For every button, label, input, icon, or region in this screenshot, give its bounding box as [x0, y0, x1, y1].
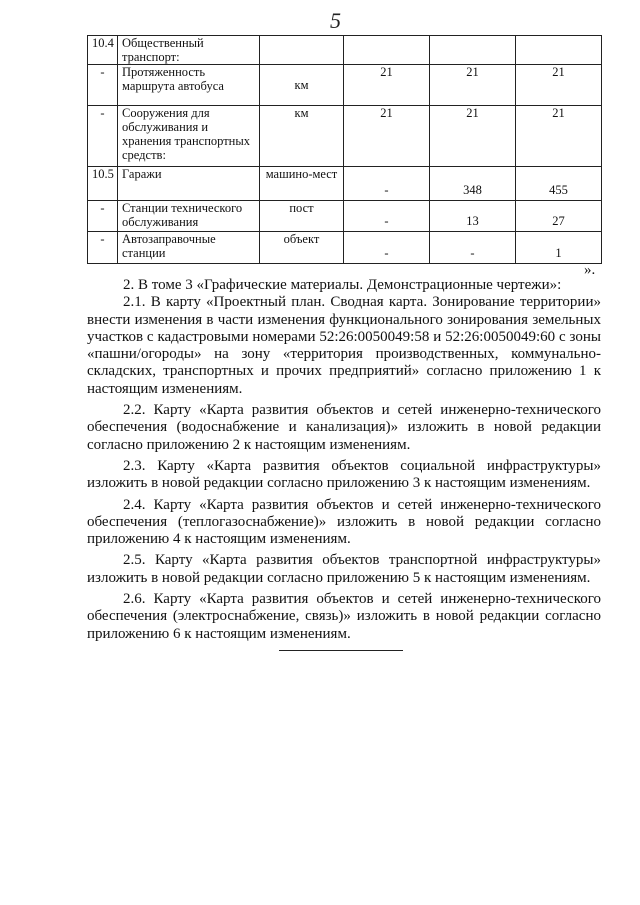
row-value-3: 21	[516, 106, 602, 167]
row-unit: км	[260, 65, 344, 106]
paragraph-2-6: 2.6. Карту «Карта развития объектов и сетей инженерно-технического обеспечения (электроснабжение, связь)» изложить в новой редакции согласно приложению 6 к настоящим изменениям.	[87, 591, 601, 642]
table-row	[88, 106, 602, 167]
paragraph-2-4: 2.4. Карту «Карта развития объектов и сетей инженерно-технического обеспечения (теплогазоснабжение)» изложить в новой редакции согласно приложению 4 к настоящим изменениям.	[87, 496, 601, 548]
end-rule	[279, 650, 403, 651]
row-name: Автозаправочные станции	[118, 232, 260, 264]
row-number: -	[88, 201, 118, 232]
row-number: 10.4	[88, 36, 118, 65]
row-unit: пост	[260, 201, 344, 232]
body-text	[87, 277, 601, 643]
row-unit	[260, 36, 344, 65]
closing-quote: ».	[584, 262, 596, 278]
row-number: -	[88, 106, 118, 167]
row-value-2: 13	[430, 201, 516, 232]
paragraph-2-1: 2.1. В карту «Проектный план. Сводная карта. Зонирование территории» внести изменения в части изменения функционального зонирования земельных участков с кадастровыми номерами 52:26:0050049:58 и 52:26:0050049:60 с зоны «пашни/огороды» на зону «территория производственных, коммунально-складских, транспортных и прочих предприятий» согласно приложению 1 к настоящим изменениям.	[87, 294, 601, 397]
row-value-2	[430, 36, 516, 65]
row-value-3: 21	[516, 65, 602, 106]
paragraph-2: 2. В томе 3 «Графические материалы. Демонстрационные чертежи»:	[123, 277, 562, 293]
row-value-1	[344, 36, 430, 65]
row-value-2: 348	[430, 167, 516, 201]
row-name: Станции технического обслуживания	[118, 201, 260, 232]
row-number: 10.5	[88, 167, 118, 201]
table-row	[88, 232, 602, 264]
paragraph-2-3: 2.3. Карту «Карта развития объектов социальной инфраструктуры» изложить в новой редакции согласно приложению 3 к настоящим изменениям.	[87, 457, 601, 492]
row-value-1: -	[344, 232, 430, 264]
row-name	[118, 106, 260, 167]
row-value-3: 455	[516, 167, 602, 201]
row-unit: машино-мест	[260, 167, 344, 201]
row-name: Протяженность маршрута автобуса	[118, 65, 260, 106]
row-name: Общественный транспорт:	[118, 36, 260, 65]
paragraph-2-2: 2.2. Карту «Карта развития объектов и сетей инженерно-технического обеспечения (водоснабжение и канализация)» изложить в новой редакции согласно приложению 2 к настоящим изменениям.	[87, 402, 601, 453]
page-number: 5	[330, 8, 341, 33]
row-name: Гаражи	[118, 167, 260, 201]
row-value-1: -	[344, 201, 430, 232]
row-value-3: 27	[516, 201, 602, 232]
row-unit: км	[260, 106, 344, 167]
row-value-2: 21	[430, 65, 516, 106]
table-row	[88, 167, 602, 201]
paragraph-2-5: 2.5. Карту «Карта развития объектов транспортной инфраструктуры» изложить в новой редакции согласно приложению 5 к настоящим изменениям.	[87, 552, 601, 586]
table-row	[88, 36, 602, 65]
row-value-1: 21	[344, 65, 430, 106]
row-number: -	[88, 65, 118, 106]
table-row	[88, 201, 602, 232]
row-number: -	[88, 232, 118, 264]
row-unit: объект	[260, 232, 344, 264]
row-value-2: 21	[430, 106, 516, 167]
row-value-1: 21	[344, 106, 430, 167]
row-value-2: -	[430, 232, 516, 264]
row-value-3: 1	[516, 232, 602, 264]
row-value-3	[516, 36, 602, 65]
row-value-1: -	[344, 167, 430, 201]
table-row	[88, 65, 602, 106]
row-name-text: Сооружения для обслуживания и хранения транспортных средств:	[122, 106, 251, 162]
indicators-table	[87, 35, 602, 264]
